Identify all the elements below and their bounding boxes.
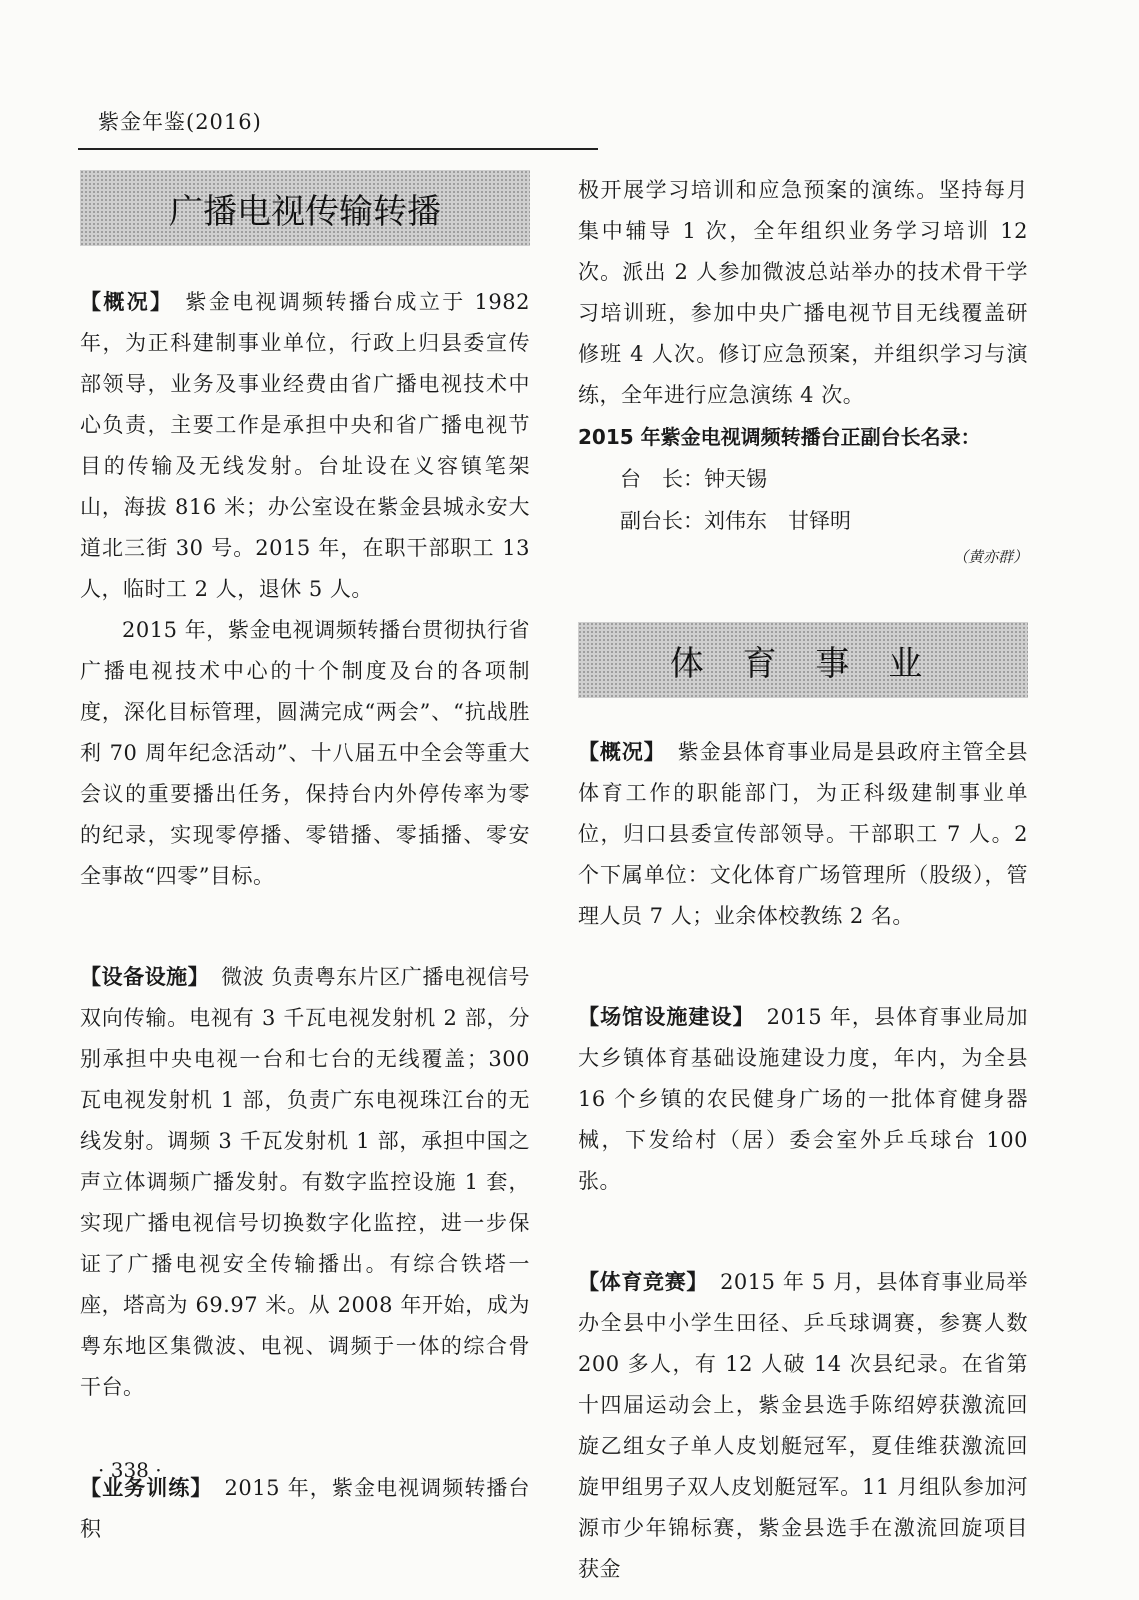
competition-paragraph: [578, 1262, 1028, 1590]
sports-overview-text: 紫金县体育事业局是县政府主管全县体育工作的职能部门，为正科级建制事业单位，归口县委宣传部领导。干部职工 7 人。2 个下属单位：文化体育广场管理所（股级），管理人员 7 人；业余体校教练 2 名。: [578, 740, 1029, 928]
venues-text: 2015 年，县体育事业局加大乡镇体育基础设施建设力度，年内，为全县 16 个乡镇的农民健身广场的一批体育健身器械，下发给村（居）委会室外乒乓球台 100 张。: [578, 1005, 1029, 1193]
competition-text: 2015 年 5 月，县体育事业局举办全县中小学生田径、乒乓球调赛，参赛人数 200 多人，有 12 人破 14 次县纪录。在省第十四届运动会上，紫金县选手陈绍婷获激流回旋乙组女子单人皮划艇冠军，夏佳维获激流回旋甲组男子双人皮划艇冠军。11 月组队参加河源市少年锦标赛，紫金县选手在激流回旋项目获金: [578, 1270, 1028, 1581]
overview-text: 紫金电视调频转播台成立于 1982 年，为正科建制事业单位，行政上归县委宣传部领导，业务及事业经费由省广播电视技术中心负责，主要工作是承担中央和省广播电视节目的传输及无线发射。台址设在义容镇笔架山，海拔 816 米；办公室设在紫金县城永安大道北三街 30 号。2015 年，在职干部职工 13 人，临时工 2 人，退休 5 人。: [80, 290, 531, 601]
right-column: [578, 170, 1028, 1590]
running-head: 紫金年鉴(2016): [98, 110, 262, 134]
overview-tag: 【概况】: [80, 290, 174, 314]
section-title-text: 广播电视传输转播: [169, 191, 441, 232]
deputy-director-line: 副台长：刘伟东 甘铎明: [620, 509, 851, 533]
training-text: 2015 年，紫金电视调频转播台积: [80, 1476, 531, 1541]
directors-list-title: 2015 年紫金电视调频转播台正副台长名录：: [578, 425, 981, 449]
header-rule: [78, 148, 598, 150]
section-title-broadcast: [80, 170, 530, 246]
equipment-text: 微波 负责粤东片区广播电视信号双向传输。电视有 3 千瓦电视发射机 2 部，分别承担中央电视一台和七台的无线覆盖；300 瓦电视发射机 1 部，负责广东电视珠江台的无线发射。调频 3 千瓦发射机 1 部，承担中国之声立体调频广播发射。有数字监控设施 1 套，实现广播电视信号切换数字化监控，进一步保证了广播电视安全传输播出。有综合铁塔一座，塔高为 69.97 米。从 2008 年开始，成为粤东地区集微波、电视、调频于一体的综合骨干台。: [80, 965, 530, 1399]
section-title-text: 体 育 事 业: [669, 643, 937, 684]
training-continued: 极开展学习培训和应急预案的演练。坚持每月集中辅导 1 次，全年组织业务学习培训 12 次。派出 2 人参加微波总站举办的技术骨干学习培训班，参加中央广播电视节目无线覆盖研修班 4 人次。修订应急预案，并组织学习与演练，全年进行应急演练 4 次。: [578, 178, 1028, 407]
training-tag: 【业务训练】: [80, 1476, 213, 1500]
director-line: 台 长：钟天锡: [620, 467, 767, 491]
page-number: · 338 ·: [98, 1458, 162, 1482]
equipment-tag: 【设备设施】: [80, 965, 210, 989]
venues-tag: 【场馆设施建设】: [578, 1005, 755, 1029]
overview-paragraph: [80, 282, 530, 610]
venues-paragraph: [578, 997, 1028, 1202]
section-title-sports: [578, 622, 1028, 698]
competition-tag: 【体育竞赛】: [578, 1270, 709, 1294]
sports-overview-tag: 【概况】: [578, 740, 666, 764]
overview-paragraph-2: 2015 年，紫金电视调频转播台贯彻执行省广播电视技术中心的十个制度及台的各项制度，深化目标管理，圆满完成“两会”、“抗战胜利 70 周年纪念活动”、十八届五中全会等重大会议的重要播出任务，保持台内外停传率为零的纪录，实现零停播、零错播、零插播、零安全事故“四零”目标。: [80, 618, 530, 888]
equipment-paragraph: [80, 957, 530, 1408]
sports-overview-paragraph: [578, 732, 1028, 937]
author-credit: （黄亦群）: [952, 548, 1028, 566]
left-column: [80, 170, 530, 1550]
